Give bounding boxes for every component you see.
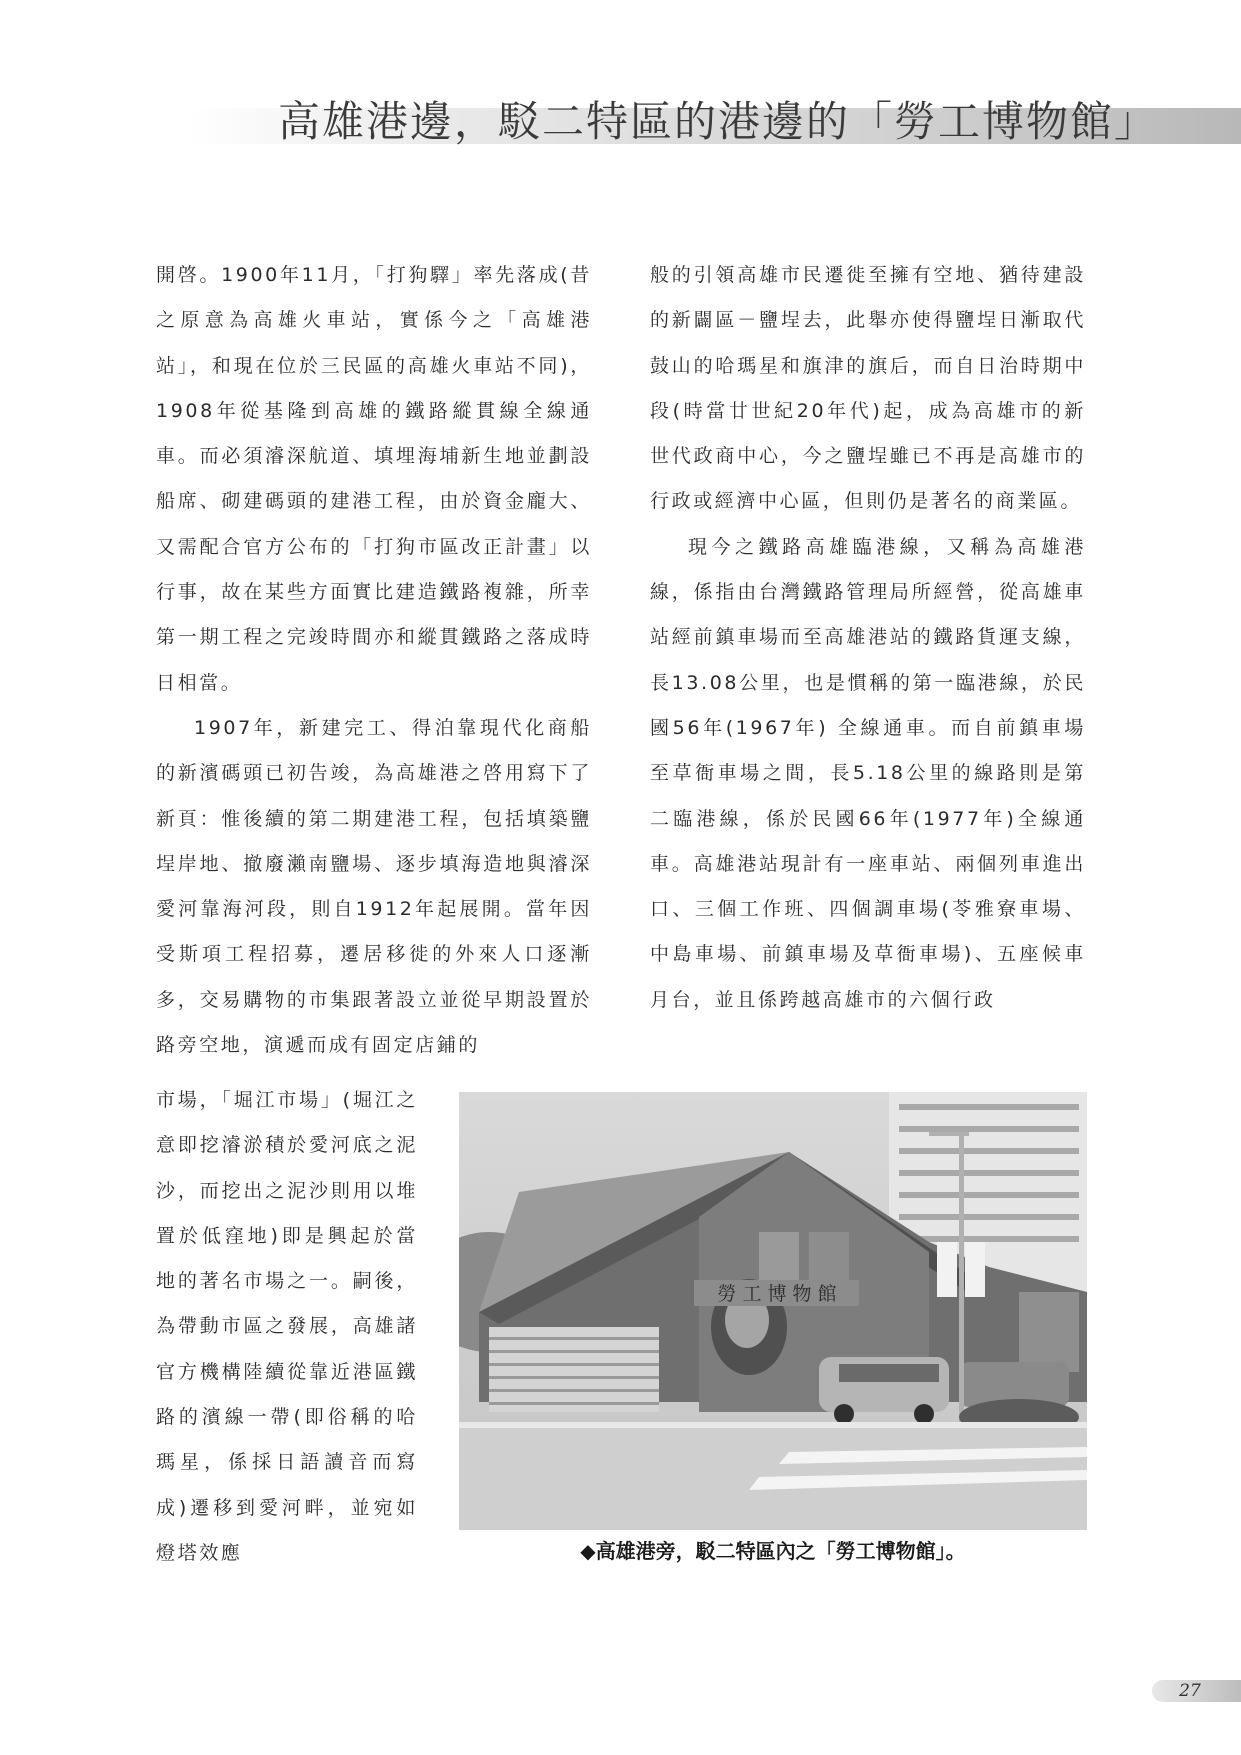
paragraph: 市場，「堀江市場」(堀江之意即挖濬淤積於愛河底之泥沙，而挖出之泥沙則用以堆置於低窪地)即是興起於當地的著名市場之一。嗣後，為帶動市區之發展，高雄諸官方機構陸續從靠近港區鐵路的濱線一帶(即俗稱的哈瑪星，係採日語讀音而寫成)遷移到愛河畔，並宛如燈塔效應 (156, 1089, 418, 1564)
paragraph: 1907年，新建完工、得泊靠現代化商船的新濱碼頭已初告竣，為高雄港之啓用寫下了新頁：惟後續的第二期建港工程，包括填築鹽埕岸地、撤廢瀨南鹽場、逐步填海造地與濬深愛河靠海河段，則自1912年起展開。當年因受斯項工程招募，遷居移徙的外來人口逐漸多，交易購物的市集跟著設立並從早期設置於路旁空地，演遞而成有固定店鋪的 (156, 716, 592, 1057)
paragraph: 現今之鐵路高雄臨港線，又稱為高雄港線，係指由台灣鐵路管理局所經營，從高雄車站經前鎮車場而至高雄港站的鐵路貨運支線，長13.08公里，也是慣稱的第一臨港線，於民國56年(1967年) 全線通車。而自前鎮車場至草衙車場之間，長5.18公里的線路則是第二臨港線，係於民國66年(1977年)全線通車。高雄港站現計有一座車站、兩個列車進出口、三個工作班、四個調車場(苓雅寮車場、中島車場、前鎮車場及草衙車場)、五座候車月台，並且係跨越高雄市的六個行政 (650, 535, 1086, 1011)
museum-sign-text: 勞 工 博 物 館 (717, 1283, 837, 1305)
museum-photo (459, 1092, 1087, 1530)
photo-caption: ◆高雄港旁，駁二特區內之「勞工博物館」。 (580, 1539, 966, 1563)
page-number: 27 (1179, 1681, 1201, 1701)
left-narrow-column (156, 1078, 418, 1576)
page-title: 高雄港邊，駁二特區的港邊的「勞工博物館」 (278, 97, 1159, 146)
paragraph: 開啓。1900年11月，「打狗驛」率先落成(昔之原意為高雄火車站，實係今之「高雄港站」，和現在位於三民區的高雄火車站不同)，1908年從基隆到高雄的鐵路縱貫線全線通車。而必須濬深航道、填埋海埔新生地並劃設船席、砌建碼頭的建港工程，由於資金龐大、又需配合官方公布的「打狗市區改正計畫」以行事，故在某些方面實比建造鐵路複雜，所幸第一期工程之完竣時間亦和縱貫鐵路之落成時日相當。 (156, 264, 592, 694)
paragraph: 般的引領高雄市民遷徙至擁有空地、猶待建設的新闢區－鹽埕去，此舉亦使得鹽埕日漸取代鼓山的哈瑪星和旗津的旗后，而自日治時期中段(時當廿世紀20年代)起，成為高雄市的新世代政商中心，今之鹽埕雖已不再是高雄市的行政或經濟中心區，但則仍是著名的商業區。 (650, 264, 1086, 513)
right-column (650, 253, 1086, 1023)
left-column (156, 253, 592, 1068)
